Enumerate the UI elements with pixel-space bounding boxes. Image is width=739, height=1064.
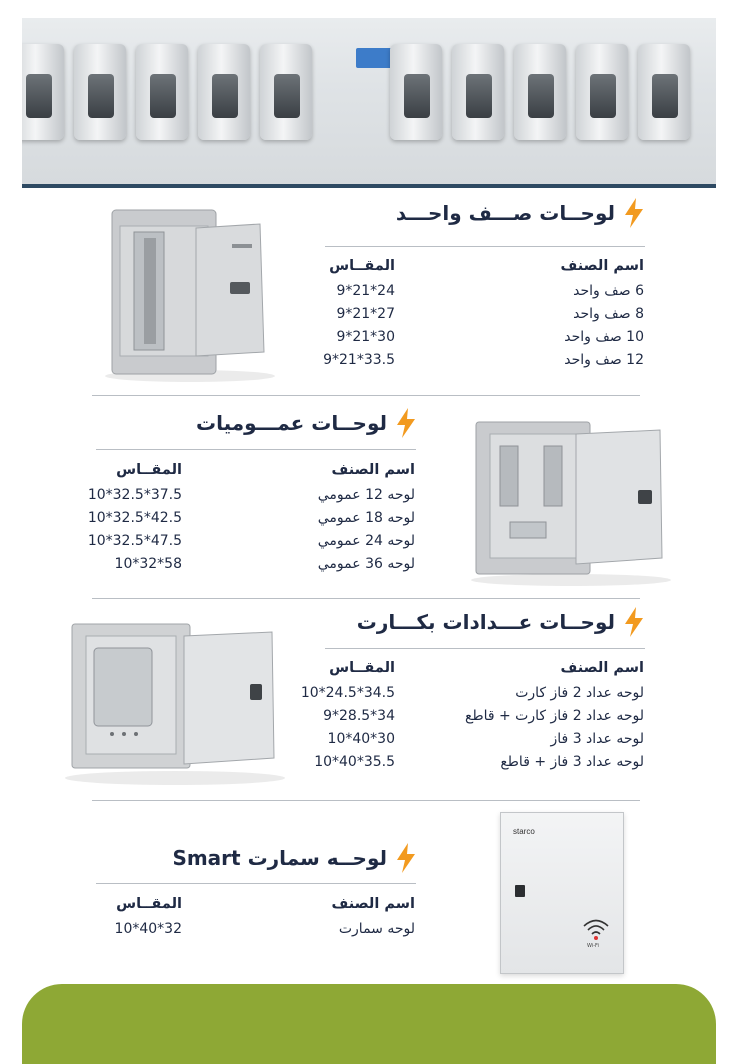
table-cell: 9*21*24: [336, 283, 395, 299]
table-cell: لوحه عداد 3 فاز: [550, 731, 644, 747]
section-heading: [196, 408, 417, 438]
name-column: [394, 660, 644, 774]
column-header: المقــاس: [116, 896, 182, 912]
single-row-panel-image: [100, 206, 280, 382]
table-cell: 6 صف واحد: [573, 283, 644, 299]
heading-underline: [96, 883, 416, 884]
table-cell: لوحه عداد 2 فاز كارت: [515, 685, 644, 701]
column-header: المقــاس: [329, 258, 395, 274]
table-cell: 10*40*32: [114, 921, 182, 937]
table-cell: 12 صف واحد: [564, 352, 644, 368]
breaker-image: [452, 44, 504, 140]
table-cell: لوحه 36 عمومي: [317, 556, 415, 572]
lightning-bolt-icon: [395, 843, 417, 873]
table-cell: 10*40*30: [327, 731, 395, 747]
section-title: لوحــات عـــدادات بكـــارت: [356, 610, 615, 634]
heading-underline: [96, 449, 416, 450]
panel-latch: [515, 885, 525, 897]
lightning-bolt-icon: [395, 408, 417, 438]
dimension-column: [275, 258, 395, 372]
breaker-image: [576, 44, 628, 140]
table-cell: 10*32.5*37.5: [87, 487, 182, 503]
column-header: اسم الصنف: [560, 660, 644, 676]
table-cell: لوحه سمارت: [338, 921, 415, 937]
column-header: اسم الصنف: [331, 462, 415, 478]
name-column: [444, 258, 644, 372]
column-header: اسم الصنف: [560, 258, 644, 274]
name-column: [215, 896, 415, 941]
table-cell: 10*32.5*42.5: [87, 510, 182, 526]
breaker-image: [514, 44, 566, 140]
section-heading: [396, 198, 645, 228]
section-heading: [172, 843, 417, 873]
section-title: لوحــات صـــف واحـــد: [395, 201, 615, 225]
breaker-image: [136, 44, 188, 140]
name-column: [215, 462, 415, 576]
section-divider: [92, 395, 640, 396]
section-title: لوحــات عمـــوميات: [196, 411, 387, 435]
section-heading: [357, 607, 645, 637]
section-divider: [92, 598, 640, 599]
table-cell: لوحه 18 عمومي: [317, 510, 415, 526]
table-cell: 9*28.5*34: [323, 708, 395, 724]
table-cell: لوحه عداد 3 فاز + قاطع: [500, 754, 644, 770]
breaker-image: [260, 44, 312, 140]
table-cell: 9*21*27: [336, 306, 395, 322]
column-header: اسم الصنف: [331, 896, 415, 912]
table-cell: 10*40*35.5: [314, 754, 395, 770]
banner-rule: [22, 184, 716, 188]
table-cell: 10 صف واحد: [564, 329, 644, 345]
section-divider: [92, 800, 640, 801]
meter-panel-image: [60, 618, 290, 786]
wifi-icon: [581, 917, 611, 941]
dimension-column: [52, 462, 182, 576]
table-cell: 9*21*30: [336, 329, 395, 345]
table-cell: 10*24.5*34.5: [300, 685, 395, 701]
smart-panel-image: [500, 812, 624, 974]
column-header: المقــاس: [116, 462, 182, 478]
table-cell: 10*32*58: [114, 556, 182, 572]
breaker-image: [198, 44, 250, 140]
footer-band: [22, 984, 716, 1064]
table-cell: لوحه 12 عمومي: [317, 487, 415, 503]
breaker-image: [22, 44, 64, 140]
wifi-caption: Wi-Fi: [587, 943, 599, 949]
lightning-bolt-icon: [623, 198, 645, 228]
distribution-panel-image: [466, 418, 676, 586]
dimension-column: [52, 896, 182, 941]
table-cell: 10*32.5*47.5: [87, 533, 182, 549]
section-title: لوحــه سمارت Smart: [172, 846, 387, 870]
breaker-image: [74, 44, 126, 140]
table-cell: 9*21*33.5: [323, 352, 395, 368]
lightning-bolt-icon: [623, 607, 645, 637]
breaker-image: [390, 44, 442, 140]
column-header: المقــاس: [329, 660, 395, 676]
breaker-image: [638, 44, 690, 140]
hero-banner-image: [22, 18, 716, 186]
heading-underline: [325, 246, 645, 247]
table-cell: 8 صف واحد: [573, 306, 644, 322]
heading-underline: [325, 648, 645, 649]
table-cell: لوحه 24 عمومي: [317, 533, 415, 549]
panel-brand: starco: [513, 827, 535, 836]
table-cell: لوحه عداد 2 فاز كارت + قاطع: [465, 708, 644, 724]
